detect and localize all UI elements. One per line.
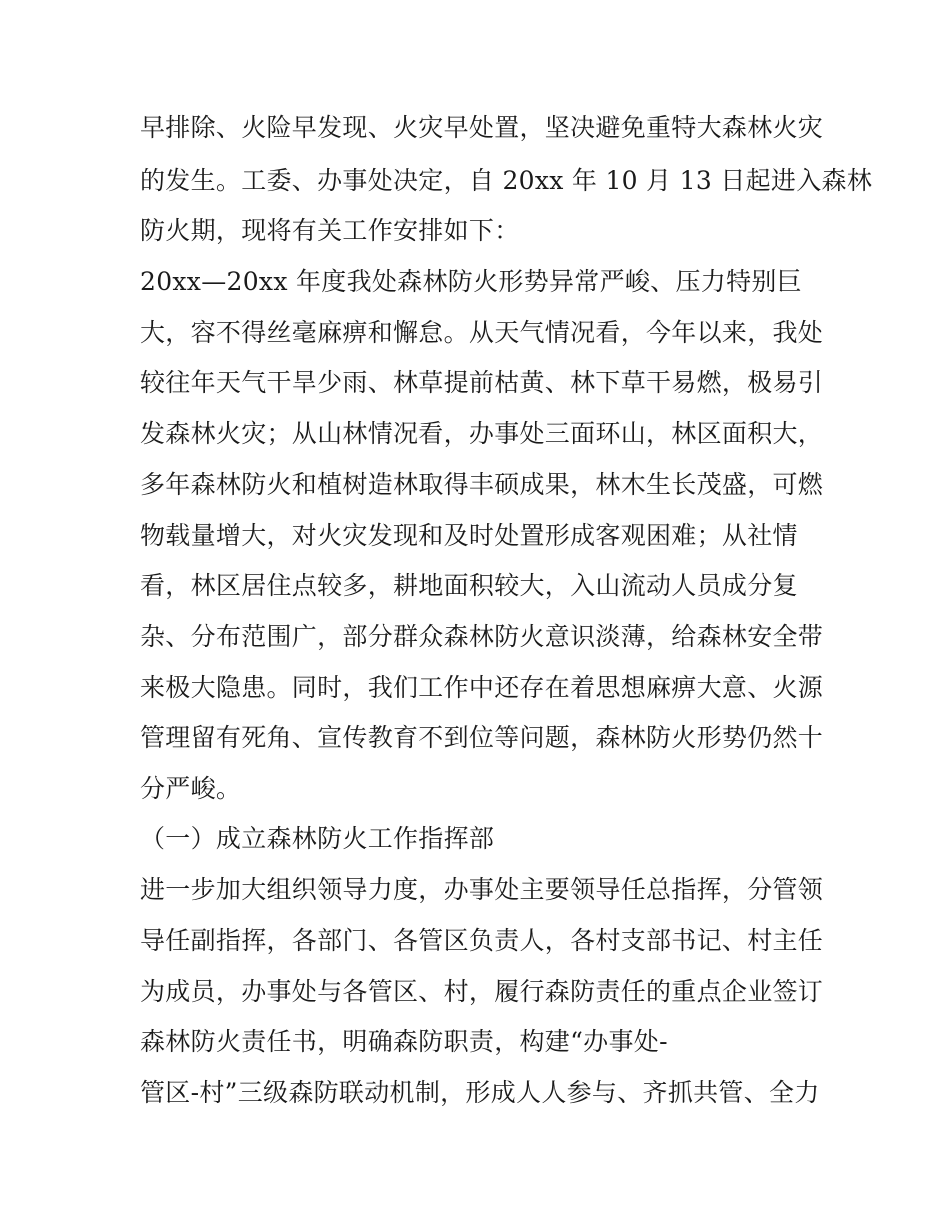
text-line: 看，林区居住点较多，耕地面积较大，入山流动人员成分复 (140, 571, 798, 600)
text-line: 发森林火灾；从山林情况看，办事处三面环山，林区面积大， (140, 419, 824, 448)
text-line: 进一步加大组织领导力度，办事处主要领导任总指挥，分管领 (140, 875, 824, 904)
text-line: 防火期，现将有关工作安排如下： (140, 216, 520, 245)
text-line: 管区-村”三级森防联动机制，形成人人参与、齐抓共管、全力 (140, 1078, 820, 1107)
text-line: 分严峻。 (140, 774, 242, 803)
section-heading: （一）成立森林防火工作指挥部 (140, 824, 495, 853)
text-line: 杂、分布范围广，部分群众森林防火意识淡薄，给森林安全带 (140, 622, 824, 651)
text-line: 来极大隐患。同时，我们工作中还存在着思想麻痹大意、火源 (140, 673, 824, 702)
text-line: 物载量增大，对火灾发现和及时处置形成客观困难；从社情 (140, 521, 798, 550)
text-line: 森林防火责任书，明确森防职责，构建“办事处- (140, 1027, 668, 1056)
text-line: 的发生。工委、办事处决定，自 20xx 年 10 月 13 日起进入森林 (140, 166, 873, 195)
text-line: 管理留有死角、宣传教育不到位等问题，森林防火形势仍然十 (140, 723, 824, 752)
text-line: 早排除、火险早发现、火灾早处置，坚决避免重特大森林火灾 (140, 113, 824, 142)
text-line: 大，容不得丝毫麻痹和懈怠。从天气情况看，今年以来，我处 (140, 318, 824, 347)
text-line: 多年森林防火和植树造林取得丰硕成果，林木生长茂盛，可燃 (140, 470, 824, 499)
text-line: 导任副指挥，各部门、各管区负责人，各村支部书记、村主任 (140, 926, 824, 955)
text-line: 为成员，办事处与各管区、村，履行森防责任的重点企业签订 (140, 977, 824, 1006)
text-line: 较往年天气干旱少雨、林草提前枯黄、林下草干易燃，极易引 (140, 368, 824, 397)
text-line: 20xx—20xx 年度我处森林防火形势异常严峻、压力特别巨 (140, 267, 802, 296)
